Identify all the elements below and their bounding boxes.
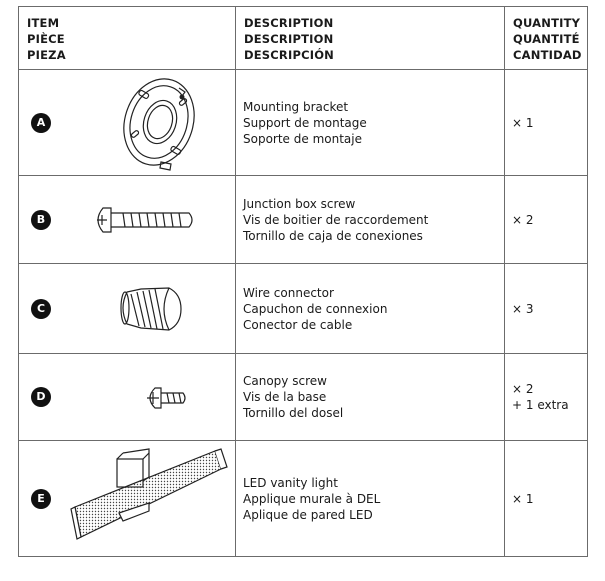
item-cell <box>19 354 236 441</box>
description-cell <box>236 264 505 354</box>
description-header-fr: DESCRIPTION <box>244 32 334 46</box>
table-row <box>19 176 588 264</box>
item-letter-badge: C <box>31 299 51 319</box>
item-letter-badge: D <box>31 387 51 407</box>
quantity-header <box>505 7 588 70</box>
description-header-en: DESCRIPTION <box>244 16 334 30</box>
parts-sheet <box>18 6 587 557</box>
wire-connector-icon <box>19 264 236 354</box>
junction-box-screw-icon <box>19 176 236 264</box>
quantity-header-fr: QUANTITÉ <box>513 32 580 46</box>
description-en: Junction box screw <box>243 196 356 211</box>
item-cell <box>19 264 236 354</box>
description-header-es: DESCRIPCIÓN <box>244 48 335 62</box>
quantity-cell <box>505 176 588 264</box>
quantity-value: × 3 <box>512 301 534 316</box>
description-cell <box>236 176 505 264</box>
quantity-extra: + 1 extra <box>512 398 569 412</box>
item-cell <box>19 70 236 176</box>
quantity-cell <box>505 354 588 441</box>
description-en: LED vanity light <box>243 475 338 490</box>
description-es: Tornillo de caja de conexiones <box>243 228 423 243</box>
quantity-value: × 1 <box>512 491 534 506</box>
description-header <box>236 7 505 70</box>
description-en: Canopy screw <box>243 374 327 388</box>
description-fr: Support de montage <box>243 115 367 130</box>
item-header-en: ITEM <box>27 16 60 30</box>
description-fr: Applique murale à DEL <box>243 491 381 506</box>
description-en: Mounting bracket <box>243 99 349 114</box>
quantity-header-en: QUANTITY <box>513 16 581 30</box>
item-letter-badge: E <box>31 489 51 509</box>
item-header-es: PIEZA <box>27 48 66 62</box>
header-row <box>19 7 588 70</box>
quantity-value: × 2 <box>512 212 534 227</box>
description-es: Conector de cable <box>243 317 353 332</box>
parts-table <box>18 6 588 557</box>
description-cell <box>236 70 505 176</box>
quantity-header-es: CANTIDAD <box>513 48 582 62</box>
description-fr: Vis de la base <box>243 390 327 404</box>
canopy-screw-icon <box>19 354 236 441</box>
item-header <box>19 7 236 70</box>
quantity-cell <box>505 441 588 557</box>
description-es: Aplique de pared LED <box>243 507 373 522</box>
quantity-cell <box>505 264 588 354</box>
table-row <box>19 354 588 441</box>
description-es: Tornillo del dosel <box>243 406 344 420</box>
table-row <box>19 70 588 176</box>
description-cell <box>236 441 505 557</box>
table-row <box>19 441 588 557</box>
item-cell <box>19 176 236 264</box>
item-letter-badge: A <box>31 113 51 133</box>
description-en: Wire connector <box>243 285 334 300</box>
item-header-fr: PIÈCE <box>27 32 65 46</box>
led-vanity-light-icon <box>19 441 236 557</box>
description-fr: Capuchon de connexion <box>243 301 388 316</box>
quantity-value: × 2 <box>512 382 534 396</box>
quantity-value: × 1 <box>512 115 534 130</box>
item-cell <box>19 441 236 557</box>
item-letter-badge: B <box>31 210 51 230</box>
table-row <box>19 264 588 354</box>
description-fr: Vis de boitier de raccordement <box>243 212 429 227</box>
description-es: Soporte de montaje <box>243 131 362 146</box>
description-cell <box>236 354 505 441</box>
quantity-cell <box>505 70 588 176</box>
mounting-bracket-icon <box>19 70 236 176</box>
